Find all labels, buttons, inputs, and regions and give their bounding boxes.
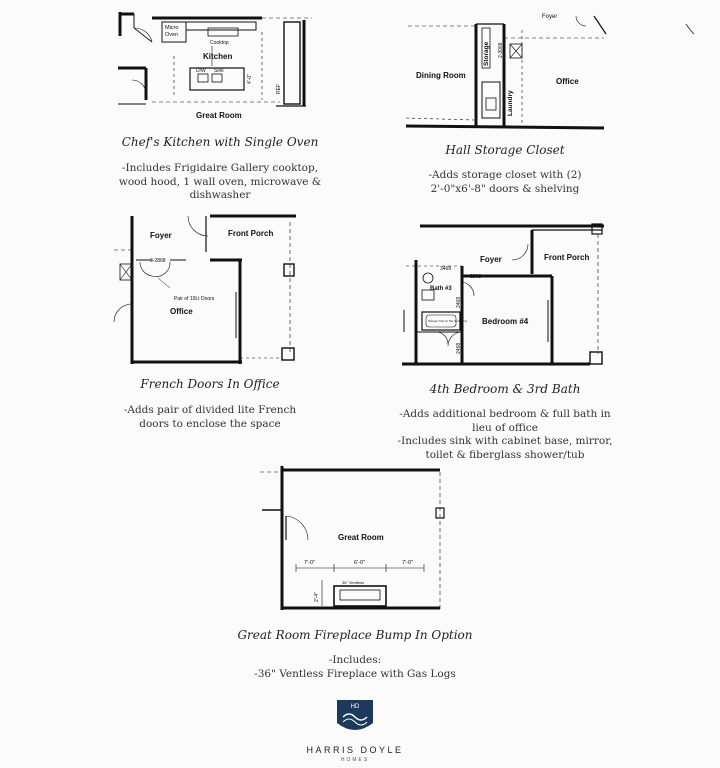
description-line: -Includes: [328, 654, 382, 666]
storage-option-caption: Hall Storage Closet [445, 143, 565, 157]
sink-label: Sink [214, 68, 224, 74]
description-line: -Adds storage closet with (2) [428, 169, 582, 181]
kitchen-room-label: Kitchen [203, 52, 233, 61]
logo-monogram: HD [350, 704, 360, 710]
description-line: -Adds additional bedroom & full bath in [399, 408, 611, 420]
micro-label: Micro [165, 25, 179, 31]
front-porch-label: Front Porch [228, 229, 274, 238]
office-room-label: Office [556, 77, 579, 86]
description-line: toilet & fiberglass shower/tub [425, 448, 585, 461]
description-line: doors to enclose the space [139, 417, 281, 430]
dimension-label: 4'-0" [247, 74, 253, 84]
brand-subtitle: HOMES [340, 757, 370, 763]
description-line: -Adds pair of divided lite French [123, 404, 297, 416]
foyer-label: Foyer [542, 14, 558, 20]
description-line: wood hood, 1 wall oven, microwave & [118, 175, 322, 188]
bedroom-option-caption: 4th Bedroom & 3rd Bath [429, 382, 581, 396]
fireplace-floorplan [256, 462, 452, 618]
logo-emblem [333, 697, 377, 737]
door-size-label: 3468 [440, 266, 452, 272]
description-line: -36" Ventless Fireplace with Gas Logs [254, 667, 456, 680]
bath-room-label: Bath #3 [430, 286, 452, 292]
harris-doyle-logo [333, 697, 377, 737]
door-size-label: 2868 [470, 274, 482, 280]
depth-dimension-label: 2'-4" [314, 592, 320, 602]
bedroom-room-label: Bedroom #4 [482, 317, 529, 326]
door-size-label: 2468 [456, 296, 462, 308]
kitchen-option-description [110, 162, 330, 203]
foyer-label: Foyer [480, 255, 502, 264]
door-size-label: 2-3068 [498, 42, 504, 58]
corner-mark [684, 22, 696, 38]
kitchen-option-caption: Chef's Kitchen with Single Oven [121, 135, 319, 149]
great-room-label: Great Room [196, 111, 242, 120]
office-floorplan [110, 212, 300, 370]
office-option-caption: French Doors In Office [140, 377, 280, 391]
dimension-label: 7'-0" [402, 560, 413, 566]
description-line: lieu of office [472, 421, 538, 434]
french-doors-note: Pair of 10Lt Doors [174, 296, 215, 302]
office-option-description [100, 404, 320, 431]
fireplace-label: 36" Ventless [342, 580, 365, 585]
great-room-label: Great Room [338, 533, 384, 542]
foyer-label: Foyer [150, 231, 172, 240]
description-line: -Includes sink with cabinet base, mirror, [397, 435, 613, 447]
description-line: -Includes Frigidaire Gallery cooktop, [121, 162, 319, 174]
laundry-room-label: Laundry [507, 90, 514, 116]
storage-room-label: Storage [483, 41, 490, 66]
oven-label: Oven [165, 32, 179, 38]
door-size-label: 2468 [456, 342, 462, 354]
storage-floorplan [404, 8, 609, 134]
dimension-label: 6'-0" [354, 560, 365, 566]
bedroom-option-description [395, 408, 615, 462]
dw-label: D/W [196, 68, 206, 74]
front-porch-label: Front Porch [544, 253, 590, 262]
storage-option-description [400, 169, 610, 196]
office-room-label: Office [170, 307, 193, 316]
fireplace-option-description [235, 654, 475, 681]
description-line: 2'-0"x6'-8" doors & shelving [430, 182, 580, 195]
door-size-label: 3-2868 [150, 258, 166, 264]
description-line: dishwasher [189, 189, 251, 201]
tub-label: Shower Tub w/ Tile Surround [428, 319, 467, 323]
dimension-label: 7'-0" [304, 560, 315, 566]
cooktop-label: Cooktop [210, 40, 229, 46]
brand-name: HARRIS DOYLE [306, 745, 404, 755]
ref-label: REF [276, 84, 282, 94]
bedroom-bath-floorplan [400, 220, 606, 370]
fireplace-option-caption: Great Room Fireplace Bump In Option [237, 628, 473, 642]
dining-room-label: Dining Room [416, 71, 466, 80]
kitchen-floorplan [112, 8, 322, 126]
